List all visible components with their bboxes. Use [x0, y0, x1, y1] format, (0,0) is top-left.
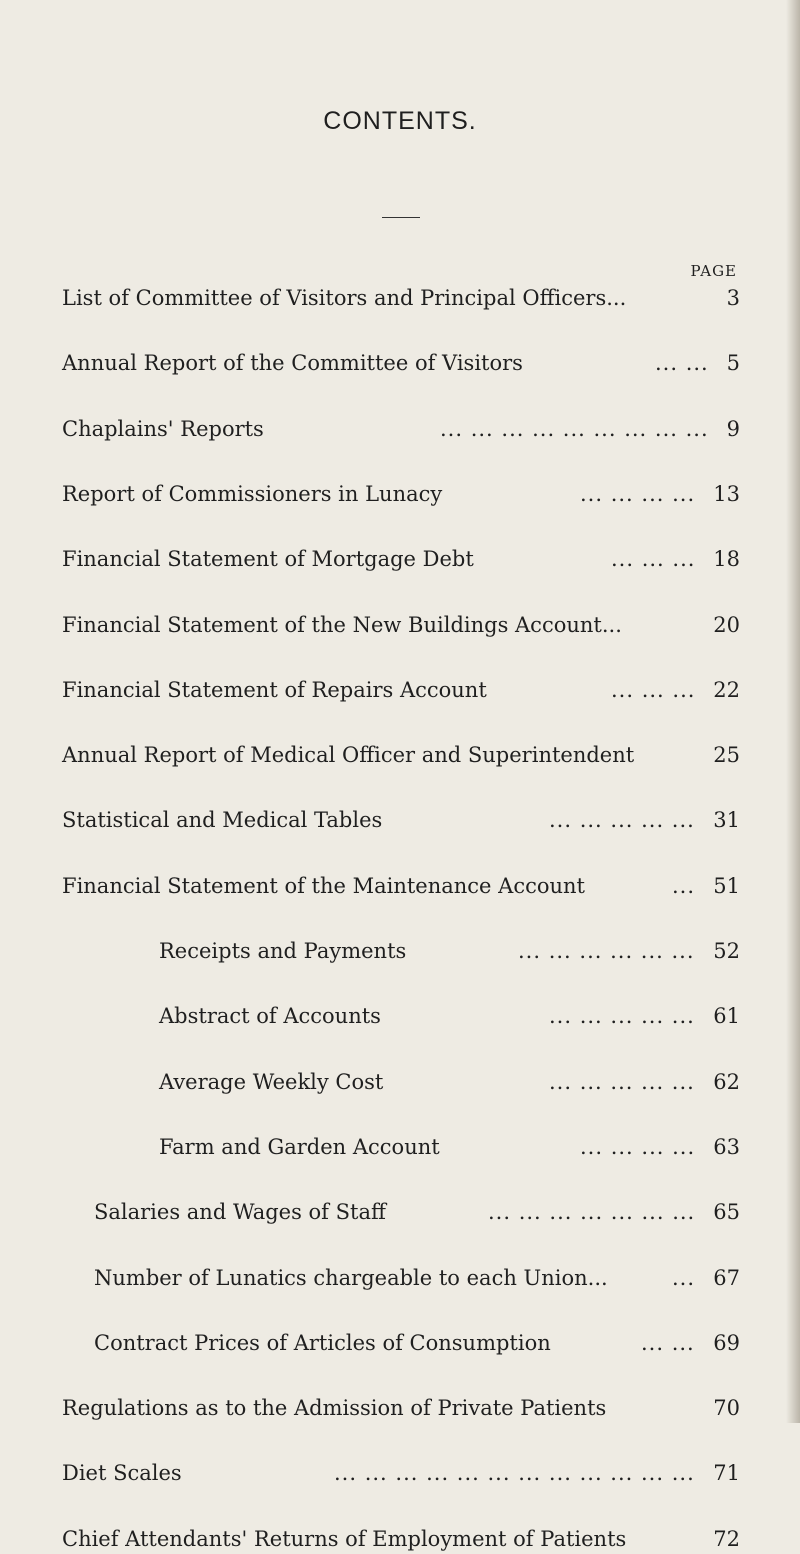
toc-entry-page: 3: [726, 286, 740, 310]
toc-entry-page: 13: [713, 482, 740, 506]
toc-entry[interactable]: [94, 1328, 740, 1358]
toc-entry-page: 20: [713, 613, 740, 637]
toc-entry-page: 67: [713, 1266, 740, 1290]
toc-entry-title: Chief Attendants' Returns of Employment of Patients: [62, 1527, 627, 1551]
toc-entry-leader: ... ... ...: [611, 678, 696, 702]
toc-entry-title: Receipts and Payments: [159, 939, 407, 963]
toc-entry-page: 70: [713, 1396, 740, 1420]
toc-entry-leader: ... ... ... ... ... ... ...: [488, 1200, 696, 1224]
toc-entry-leader: ... ... ...: [611, 547, 696, 571]
toc-entry-title: Farm and Garden Account: [159, 1135, 440, 1159]
toc-entry[interactable]: [62, 414, 740, 444]
toc-entry-page: 72: [713, 1527, 740, 1551]
toc-entry-page: 51: [713, 874, 740, 898]
toc-entry-leader: ... ... ... ... ... ... ... ... ...: [440, 417, 709, 441]
toc-entry-page: 63: [713, 1135, 740, 1159]
toc-entry[interactable]: [62, 740, 740, 770]
toc-entry-page: 71: [713, 1461, 740, 1485]
toc-entry-title: Annual Report of the Committee of Visitors: [62, 351, 523, 375]
toc-entry-page: 61: [713, 1004, 740, 1028]
page-title: CONTENTS.: [323, 107, 477, 135]
toc-entry-title: Average Weekly Cost: [159, 1070, 384, 1094]
toc-entry-page: 5: [726, 351, 740, 375]
toc-entry[interactable]: [62, 479, 740, 509]
toc-entry-page: 18: [713, 547, 740, 571]
toc-entry[interactable]: [159, 1001, 740, 1031]
toc-entry[interactable]: [62, 1524, 740, 1554]
toc-entry-leader: ... ... ... ... ...: [549, 808, 695, 832]
toc-entry[interactable]: [62, 610, 740, 640]
toc-entry[interactable]: [62, 348, 740, 378]
toc-entry-leader: ...: [672, 874, 696, 898]
toc-entry-leader: ... ... ... ... ...: [549, 1004, 695, 1028]
toc-entry-title: Financial Statement of the Maintenance Account: [62, 874, 585, 898]
toc-entry-title: Contract Prices of Articles of Consumption: [94, 1331, 551, 1355]
toc-entry-page: 31: [713, 808, 740, 832]
toc-entry-page: 69: [713, 1331, 740, 1355]
toc-entry-title: Annual Report of Medical Officer and Superintendent: [62, 743, 635, 767]
toc-entry[interactable]: [159, 1067, 740, 1097]
toc-entry-title: Abstract of Accounts: [159, 1004, 381, 1028]
toc-entry[interactable]: [62, 805, 740, 835]
page-column-header: PAGE: [690, 262, 737, 280]
toc-entry-title: Financial Statement of Mortgage Debt: [62, 547, 474, 571]
toc-entry-leader: ... ...: [655, 351, 709, 375]
toc-entry[interactable]: [62, 544, 740, 574]
toc-entry[interactable]: [62, 871, 740, 901]
toc-entry-leader: ... ... ... ... ... ...: [518, 939, 695, 963]
toc-entry[interactable]: [94, 1263, 740, 1293]
toc-entry-title: Statistical and Medical Tables: [62, 808, 383, 832]
toc-entry-title: Financial Statement of the New Buildings Account...: [62, 613, 622, 637]
toc-entry-title: Chaplains' Reports: [62, 417, 264, 441]
toc-entry-leader: ... ... ... ...: [580, 1135, 696, 1159]
toc-entry-title: Diet Scales: [62, 1461, 182, 1485]
toc-entry-page: 22: [713, 678, 740, 702]
toc-entry-title: Number of Lunatics chargeable to each Union...: [94, 1266, 608, 1290]
toc-entry-title: Regulations as to the Admission of Private Patients: [62, 1396, 607, 1420]
toc-entry-leader: ... ... ... ...: [580, 482, 696, 506]
toc-entry[interactable]: [94, 1197, 740, 1227]
toc-entry-page: 52: [713, 939, 740, 963]
toc-entry-title: List of Committee of Visitors and Principal Officers...: [62, 286, 627, 310]
toc-entry-page: 25: [713, 743, 740, 767]
toc-entry-title: Salaries and Wages of Staff: [94, 1200, 386, 1224]
toc-entry[interactable]: [62, 1393, 740, 1423]
toc-entry-title: Financial Statement of Repairs Account: [62, 678, 487, 702]
toc-entry[interactable]: [159, 936, 740, 966]
toc-entry[interactable]: [62, 675, 740, 705]
toc-entry-title: Report of Commissioners in Lunacy: [62, 482, 443, 506]
toc-entry-page: 62: [713, 1070, 740, 1094]
toc-entry[interactable]: [62, 283, 740, 313]
toc-entry-leader: ...: [672, 1266, 696, 1290]
toc-entry-page: 9: [726, 417, 740, 441]
toc-entry-leader: ... ... ... ... ...: [549, 1070, 695, 1094]
toc-entry[interactable]: [62, 1458, 740, 1488]
toc-entry[interactable]: [159, 1132, 740, 1162]
toc-entry-page: 65: [713, 1200, 740, 1224]
toc-entry-leader: ... ... ... ... ... ... ... ... ... ... ... ...: [334, 1461, 695, 1485]
toc-entry-leader: ... ...: [641, 1331, 695, 1355]
